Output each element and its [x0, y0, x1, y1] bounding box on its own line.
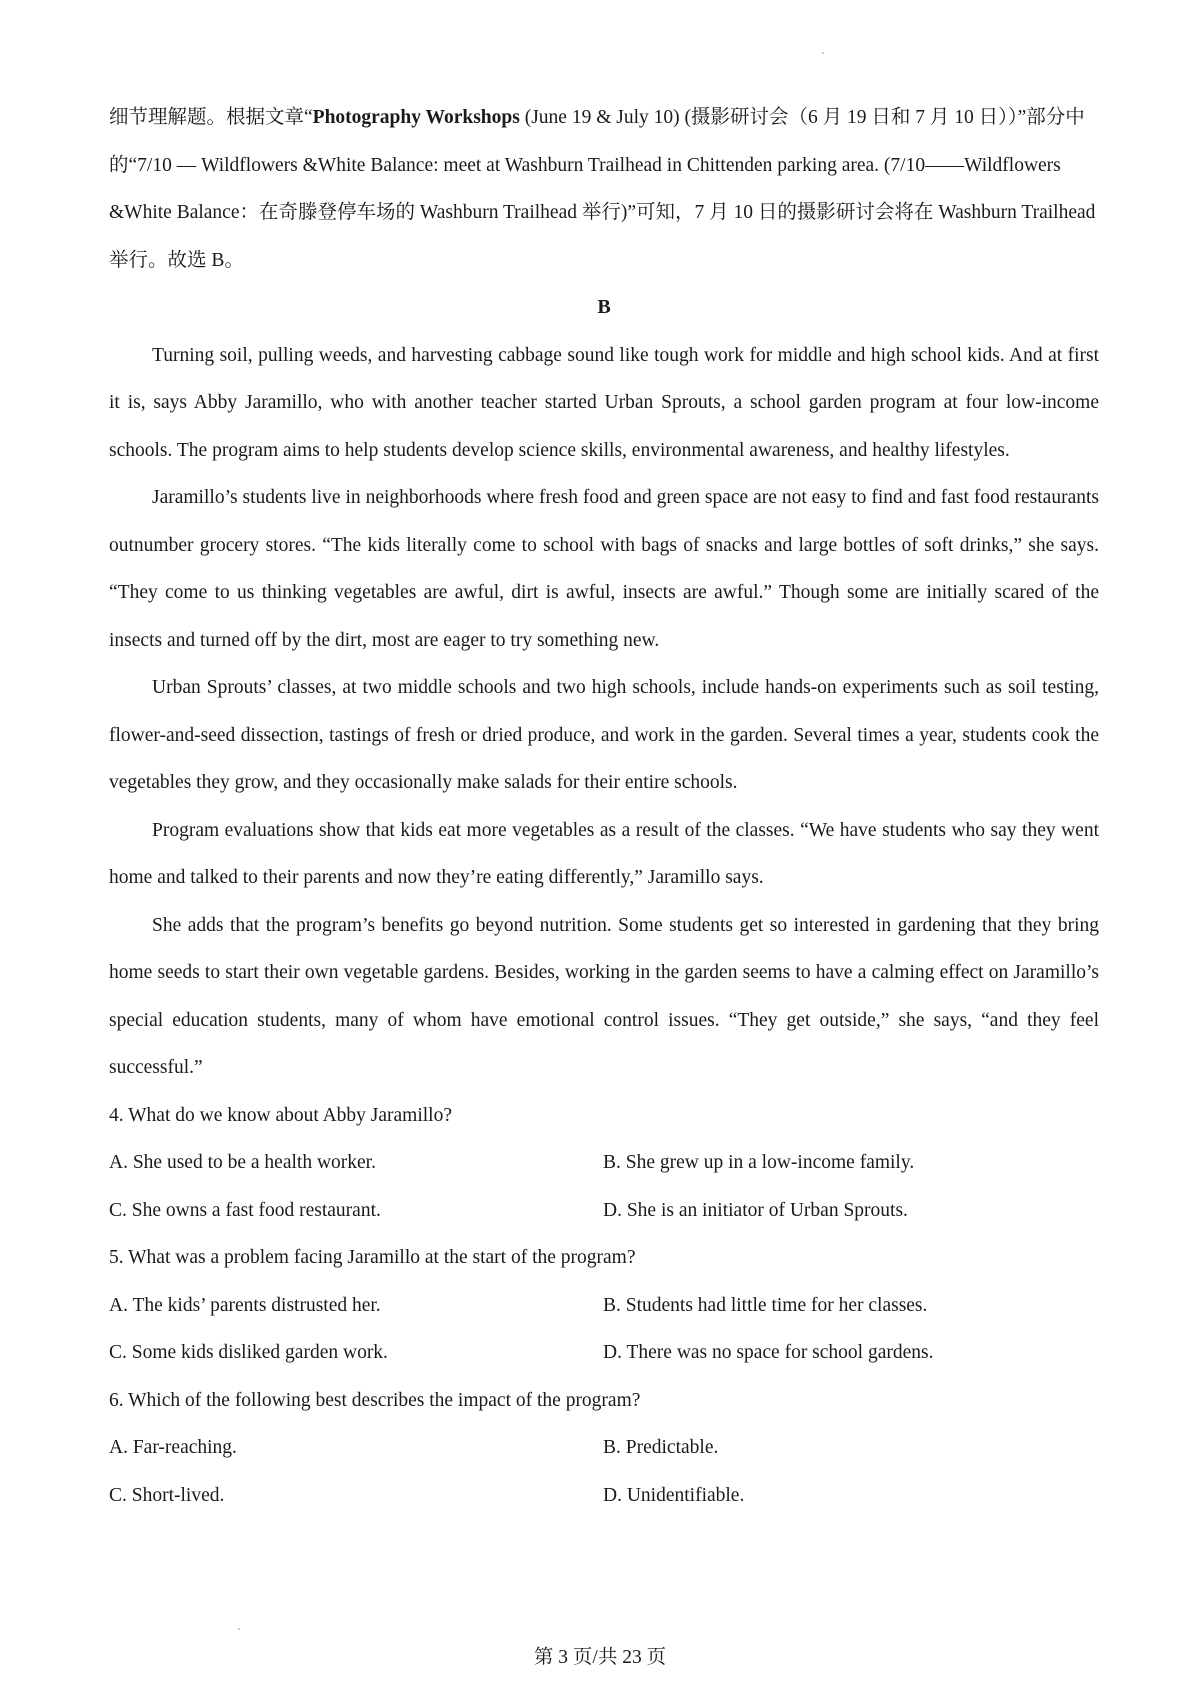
option-c: C. She owns a fast food restaurant.	[109, 1199, 381, 1221]
answer-options	[109, 1424, 1099, 1519]
article-title: Photography Workshops	[312, 107, 520, 128]
passage-paragraph: She adds that the program’s benefits go beyond nutrition. Some students get so interested in gardening that they bring home seeds to start their own vegetable gardens. Besides, working in the garden seems to have a calming effect on Jaramillo’s special education students, many of whom have emotional control issues. “They get outside,” she says, “and they feel successful.”	[109, 914, 1099, 1078]
passage-paragraph: Turning soil, pulling weeds, and harvesting cabbage sound like tough work for middle and high school kids. And at first it is, says Abby Jaramillo, who with another teacher started Urban Sprouts, a school garden program at four low-income schools. The program aims to help students develop science skills, environmental awareness, and healthy lifestyles.	[109, 344, 1099, 461]
document-page	[109, 94, 1099, 1519]
option-a: A. She used to be a health worker.	[109, 1152, 376, 1173]
section-label: B	[597, 296, 611, 318]
option-d: D. There was no space for school gardens.	[603, 1342, 934, 1363]
scan-speck	[238, 1628, 240, 1630]
reading-passage	[109, 332, 1099, 1092]
option-b: B. She grew up in a low-income family.	[603, 1152, 915, 1173]
option-d: D. Unidentifiable.	[603, 1484, 745, 1506]
option-c: C. Some kids disliked garden work.	[109, 1342, 388, 1363]
passage-paragraph: Program evaluations show that kids eat more vegetables as a result of the classes. “We have students who say they went home and talked to their parents and now they’re eating differently,” Jaramillo says.	[109, 819, 1099, 888]
question-stem: 6. Which of the following best describes the impact of the program?	[109, 1389, 641, 1411]
answer-explanation	[109, 94, 1099, 284]
option-a: A. Far-reaching.	[109, 1437, 237, 1458]
option-b: B. Students had little time for her classes.	[603, 1294, 928, 1316]
explanation-text: (June 19 & July 10) (摄影研讨会（6 月 19 日和 7 月 10 日））”部分中的“7/10 — Wildflowers &White Balance: meet at Washburn Trailhead in Chittenden parking area. (7/10——Wildflowers &White Balance：在奇滕登停车场的 Washburn Trailhead 举行)”可知，7 月 10 日的摄影研讨会将在 Washburn Trailhead 举行。故选 B。	[109, 107, 1096, 271]
question-block	[109, 1377, 1099, 1520]
page-number-footer: 第 3 页/共 23 页	[533, 1647, 667, 1668]
option-a: A. The kids’ parents distrusted her.	[109, 1294, 381, 1316]
scan-speck	[822, 52, 824, 54]
option-c: C. Short-lived.	[109, 1484, 225, 1506]
question-stem: 5. What was a problem facing Jaramillo at the start of the program?	[109, 1247, 636, 1268]
passage-paragraph: Jaramillo’s students live in neighborhoods where fresh food and green space are not easy to find and fast food restaurants outnumber grocery stores. “The kids literally come to school with bags of snacks and large bottles of soft drinks,” she says. “They come to us thinking vegetables are awful, dirt is awful, insects are awful.” Though some are initially scared of the insects and turned off by the dirt, most are eager to try something new.	[109, 487, 1099, 651]
explanation-text: 细节理解题。根据文章“	[109, 107, 313, 128]
option-d: D. She is an initiator of Urban Sprouts.	[603, 1199, 908, 1221]
option-b: B. Predictable.	[603, 1437, 719, 1458]
question-block	[109, 1092, 1099, 1235]
question-block	[109, 1234, 1099, 1377]
answer-options	[109, 1139, 1099, 1234]
answer-options	[109, 1282, 1099, 1377]
question-stem: 4. What do we know about Abby Jaramillo?	[109, 1104, 452, 1126]
passage-paragraph: Urban Sprouts’ classes, at two middle schools and two high schools, include hands-on experiments such as soil testing, flower-and-seed dissection, tastings of fresh or dried produce, and work in the garden. Several times a year, students cook the vegetables they grow, and they occasionally make salads for their entire schools.	[109, 677, 1099, 793]
